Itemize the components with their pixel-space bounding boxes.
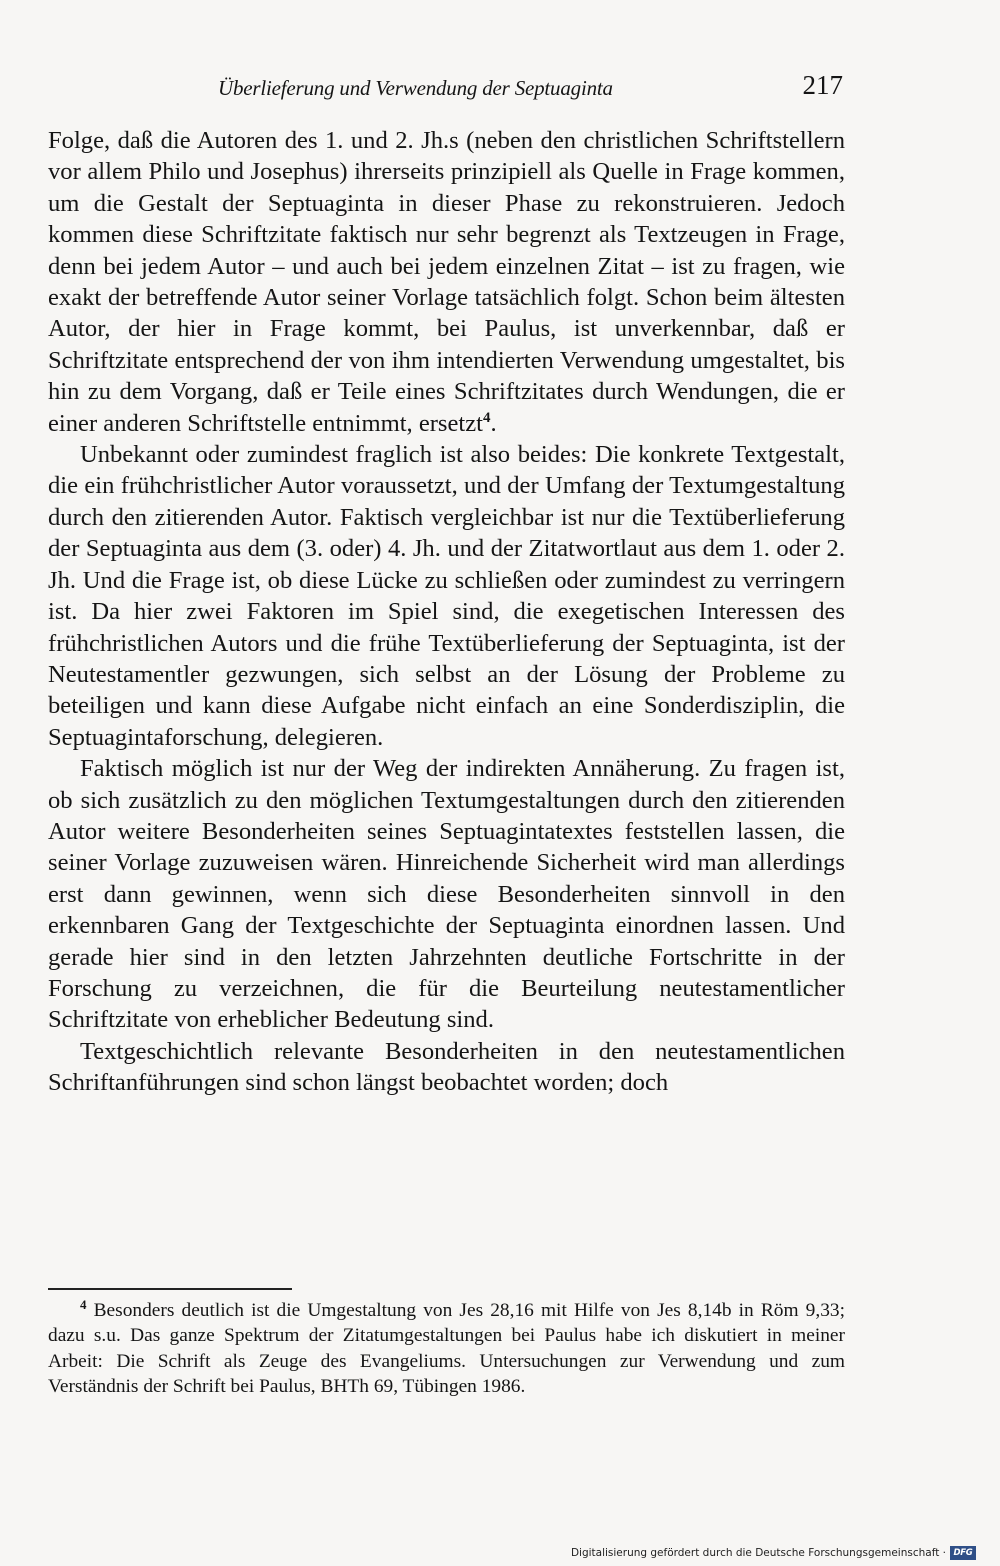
paragraph-3: Faktisch möglich ist nur der Weg der indirekten Annäherung. Zu fragen ist, ob sich zusätzlich zu den möglichen Textumgestaltungen durch den zitierenden Autor weitere Besonderheiten seines Septuagintatextes feststellen lassen, die seiner Vorlage zuzuweisen wären. Hinreichende Sicherheit wird man allerdings erst dann gewinnen, wenn sich diese Besonderheiten sinnvoll in den erkennbaren Gang der Textgeschichte der Septuaginta einordnen lassen. Und gerade hier sind in den letzten Jahrzehnten deutliche Fortschritte in der Forschung zu verzeichnen, die für die Beurteilung neutestamentlicher Schriftzitate von erheblicher Bedeutung sind. [48, 755, 845, 1034]
footnote-divider [48, 1288, 292, 1290]
paragraph-2: Unbekannt oder zumindest fraglich ist also beides: Die konkrete Textgestalt, die ein frühchristlicher Autor voraussetzt, und der Umfang der Textumgestaltung durch den zitierenden Autor. Faktisch vergleichbar ist nur die Textüberlieferung der Septuaginta aus dem (3. oder) 4. Jh. und der Zitatwortlaut aus dem 1. oder 2. Jh. Und die Frage ist, ob diese Lücke zu schließen oder zumindest zu verringern ist. Da hier zwei Faktoren im Spiel sind, die exegetischen Interessen des frühchristlichen Autors und die frühe Textüberlieferung der Septuaginta, ist der Neutestamentler gezwungen, sich selbst an der Lösung der Probleme zu beteiligen und kann diese Aufgabe nicht einfach an eine Sonderdisziplin, die Septuagintaforschung, delegieren. [48, 441, 845, 751]
footnote-text: Besonders deutlich ist die Umgestaltung von Jes 28,16 mit Hilfe von Jes 8,14b in Röm 9,33; dazu s.u. Das ganze Spektrum der Zitatumgestaltungen bei Paulus habe ich diskutiert in meiner Arbeit: Die Schrift als Zeuge des Evangeliums. Untersuchungen zur Verwendung und zum Verständnis der Schrift bei Paulus, BHTh 69, Tübingen 1986. [48, 1300, 845, 1397]
footnote-ref-4[interactable]: 4 [483, 409, 491, 426]
running-title: Überlieferung und Verwendung der Septuaginta [218, 76, 613, 100]
main-text [48, 125, 845, 1099]
footnote-marker: 4 [80, 1297, 87, 1312]
footnote-4 [48, 1298, 845, 1399]
footnotes [48, 1298, 845, 1399]
credit-text: Digitalisierung gefördert durch die Deutsche Forschungsgemeinschaft · [570, 1547, 946, 1559]
dfg-logo: DFG [950, 1546, 976, 1560]
paragraph-1 [48, 125, 845, 439]
page-number: 217 [802, 70, 843, 100]
digitization-credit [571, 1544, 976, 1562]
running-head [48, 70, 845, 104]
paragraph-1-text: Folge, daß die Autoren des 1. und 2. Jh.s (neben den christlichen Schriftstellern vor allem Philo und Josephus) ihrerseits prinzipiell als Quelle in Frage kommen, um die Gestalt der Septuaginta in dieser Phase zu rekonstruieren. Jedoch kommen diese Schriftzitate faktisch nur sehr begrenzt als Textzeugen in Frage, denn bei jedem Autor – und auch bei jedem einzelnen Zitat – ist zu fragen, wie exakt der betreffende Autor seiner Vorlage tatsächlich folgt. Schon beim ältesten Autor, der hier in Frage kommt, bei Paulus, ist unverkennbar, daß er Schriftzitate entsprechend der von ihm intendierten Verwendung umgestaltet, bis hin zu dem Vorgang, daß er Teile eines Schriftzitates durch Wendungen, die er einer anderen Schriftstelle entnimmt, ersetzt [48, 127, 845, 437]
paragraph-1-end: . [490, 409, 497, 437]
paragraph-4: Textgeschichtlich relevante Besonderheiten in den neutestamentlichen Schriftanführungen sind schon längst beobachtet worden; doch [48, 1037, 845, 1097]
